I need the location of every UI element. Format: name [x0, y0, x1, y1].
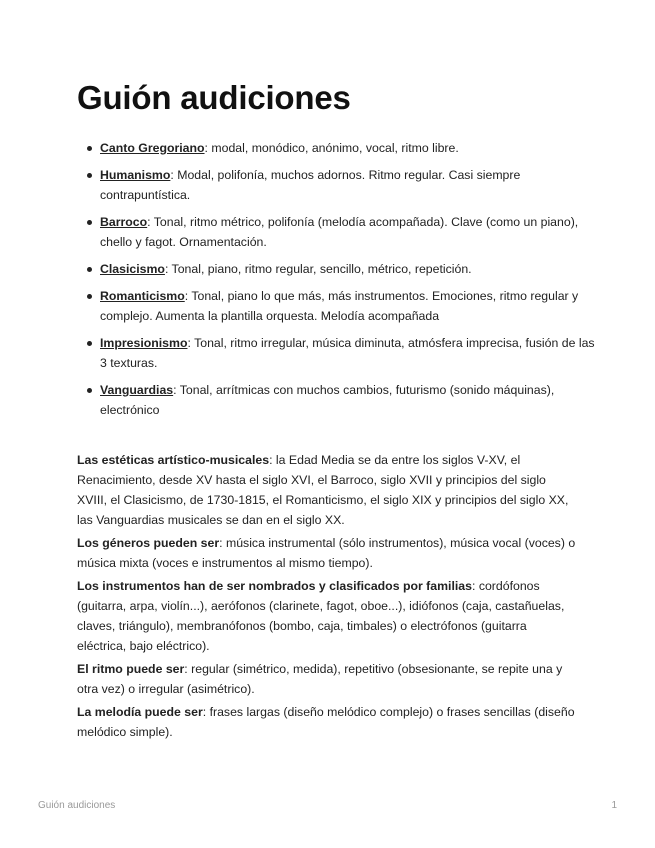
term-link-romanticismo[interactable]: Romanticismo	[100, 289, 185, 303]
footer-page-number: 1	[611, 800, 617, 811]
paragraph-lead: La melodía puede ser	[77, 705, 203, 719]
footer-document-name: Guión audiciones	[38, 800, 116, 811]
paragraph-melodia	[77, 702, 577, 742]
term-description: : Tonal, piano, ritmo regular, sencillo, métrico, repetición.	[164, 262, 472, 276]
paragraph-lead: El ritmo puede ser	[77, 662, 185, 676]
term-link-clasicismo[interactable]: Clasicismo	[100, 262, 165, 276]
paragraph-lead: Las estéticas artístico-musicales	[77, 453, 270, 467]
list-item-impresionismo	[100, 333, 600, 373]
term-link-vanguardias[interactable]: Vanguardias	[100, 383, 174, 397]
list-item-canto-gregoriano	[100, 138, 600, 158]
styles-list	[77, 138, 600, 427]
term-link-humanismo[interactable]: Humanismo	[100, 168, 171, 182]
list-item-vanguardias	[100, 380, 600, 420]
page-title: Guión audiciones	[77, 79, 351, 116]
paragraph-text: : cordófonos (guitarra, arpa, violín...), aerófonos (clarinete, fagot, oboe...), idiófonos (caja, castañuelas, claves, triángulo), membranófonos (bombo, caja, timbales) o electrófonos (guitarra eléctrica, bajo eléctrico).	[77, 579, 565, 653]
paragraph-generos	[77, 533, 577, 573]
term-link-canto-gregoriano[interactable]: Canto Gregoriano	[100, 141, 205, 155]
paragraph-text: : regular (simétrico, medida), repetitivo (obsesionante, se repite una y otra vez) o irregular (asimétrico).	[77, 662, 563, 696]
list-item-humanismo	[100, 165, 600, 205]
paragraph-lead: Los instrumentos han de ser nombrados y clasificados por familias	[77, 579, 472, 593]
term-description: : Tonal, piano lo que más, más instrumentos. Emociones, ritmo regular y complejo. Aumenta la plantilla orquesta. Melodía acompañada	[100, 289, 579, 323]
term-description: : Tonal, ritmo métrico, polifonía (melodía acompañada). Clave (como un piano), chello y fagot. Ornamentación.	[100, 215, 579, 249]
list-item-barroco	[100, 212, 600, 252]
list-item-clasicismo	[100, 259, 600, 279]
term-link-impresionismo[interactable]: Impresionismo	[100, 336, 188, 350]
notes-section	[77, 450, 577, 745]
paragraph-text: : la Edad Media se da entre los siglos V-XV, el Renacimiento, desde XV hasta el siglo XVI, el Barroco, siglo XVII y principios del siglo XVIII, el Clasicismo, de 1730-1815, el Romanticismo, el siglo XIX y principios del siglo XX, las Vanguardias musicales se dan en el siglo XX.	[77, 453, 569, 527]
term-description: : modal, monódico, anónimo, vocal, ritmo libre.	[204, 141, 459, 155]
paragraph-esteticas	[77, 450, 577, 530]
paragraph-text: : frases largas (diseño melódico complejo) o frases sencillas (diseño melódico simple).	[77, 705, 575, 739]
paragraph-lead: Los géneros pueden ser	[77, 536, 220, 550]
term-description: : Modal, polifonía, muchos adornos. Ritmo regular. Casi siempre contrapuntística.	[100, 168, 521, 202]
paragraph-text: : música instrumental (sólo instrumentos), música vocal (voces) o música mixta (voces e instrumentos al mismo tiempo).	[77, 536, 576, 570]
term-description: : Tonal, arrítmicas con muchos cambios, futurismo (sonido máquinas), electrónico	[100, 383, 555, 417]
term-link-barroco[interactable]: Barroco	[100, 215, 148, 229]
paragraph-ritmo	[77, 659, 577, 699]
term-description: : Tonal, ritmo irregular, música diminuta, atmósfera imprecisa, fusión de las 3 texturas.	[100, 336, 595, 370]
list-item-romanticismo	[100, 286, 600, 326]
paragraph-instrumentos	[77, 576, 577, 656]
